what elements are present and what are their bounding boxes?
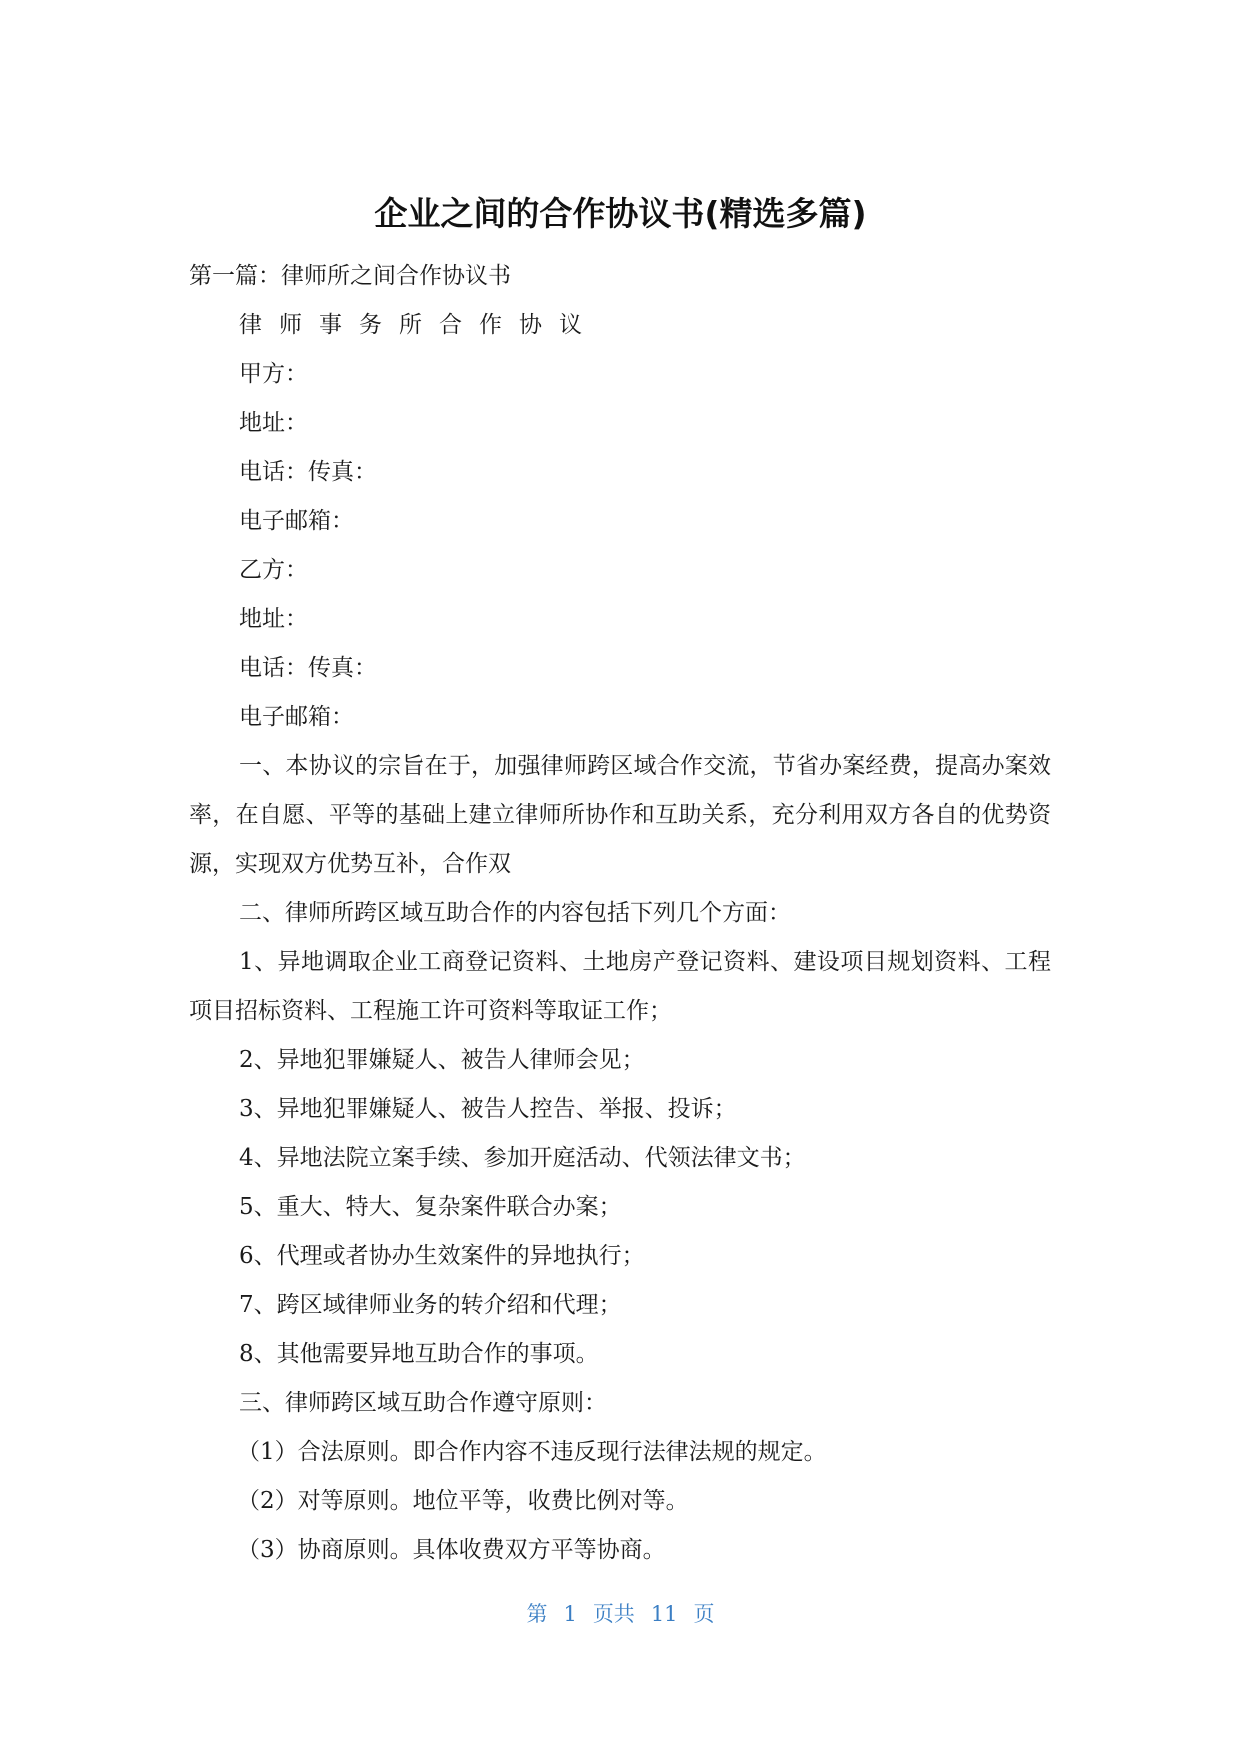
- party-b-address: 地址：: [239, 606, 308, 632]
- clause-3-item: （2）对等原则。地位平等，收费比例对等。: [237, 1488, 689, 1514]
- document-body: [189, 252, 1051, 1575]
- clause-3-item: （1）合法原则。即合作内容不违反现行法律法规的规定。: [237, 1439, 827, 1465]
- clause-3-item: （3）协商原则。具体收费双方平等协商。: [237, 1537, 666, 1563]
- clause-2-item: 2、异地犯罪嫌疑人、被告人律师会见；: [239, 1047, 645, 1073]
- party-a-email: 电子邮箱：: [239, 508, 354, 534]
- party-a-phone-fax: 电话：传真：: [239, 459, 377, 485]
- agreement-title: 律师事务所合作协议: [239, 312, 599, 338]
- clause-2-item: 6、代理或者协办生效案件的异地执行；: [239, 1243, 645, 1269]
- footer-prefix: 第: [526, 1602, 548, 1626]
- page-footer: [0, 1598, 1241, 1628]
- footer-middle: 页共: [592, 1602, 635, 1626]
- party-a-label: 甲方：: [239, 361, 308, 387]
- section-heading: 第一篇：律师所之间合作协议书: [189, 263, 511, 289]
- clause-3-heading: 三、律师跨区域互助合作遵守原则：: [239, 1390, 607, 1416]
- clause-2-item: 8、其他需要异地互助合作的事项。: [239, 1341, 599, 1367]
- party-b-email: 电子邮箱：: [239, 704, 354, 730]
- clause-2-item: 4、异地法院立案手续、参加开庭活动、代领法律文书；: [239, 1145, 806, 1171]
- document-title: 企业之间的合作协议书(精选多篇): [374, 194, 867, 233]
- footer-current-page: 1: [563, 1602, 577, 1626]
- clause-2-item: 1、异地调取企业工商登记资料、土地房产登记资料、建设项目规划资料、工程项目招标资料、工程施工许可资料等取证工作；: [189, 949, 1051, 1024]
- party-b-label: 乙方：: [239, 557, 308, 583]
- party-b-phone-fax: 电话：传真：: [239, 655, 377, 681]
- clause-2-heading: 二、律师所跨区域互助合作的内容包括下列几个方面：: [239, 900, 791, 926]
- clause-2-item: 3、异地犯罪嫌疑人、被告人控告、举报、投诉；: [239, 1096, 737, 1122]
- clause-2-item: 5、重大、特大、复杂案件联合办案；: [239, 1194, 622, 1220]
- clause-2-item: 7、跨区域律师业务的转介绍和代理；: [239, 1292, 622, 1318]
- party-a-address: 地址：: [239, 410, 308, 436]
- clause-1: 一、本协议的宗旨在于，加强律师跨区域合作交流，节省办案经费，提高办案效率，在自愿、平等的基础上建立律师所协作和互助关系，充分利用双方各自的优势资源，实现双方优势互补，合作双: [189, 753, 1051, 877]
- footer-suffix: 页: [693, 1602, 715, 1626]
- footer-total-pages: 11: [650, 1602, 678, 1626]
